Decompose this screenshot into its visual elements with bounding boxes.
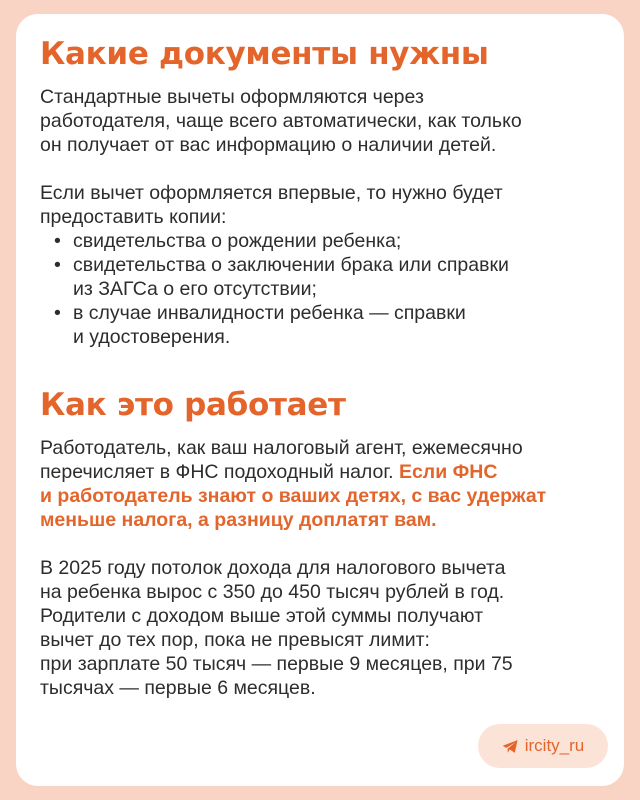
income-limit-paragraph: В 2025 году потолок дохода для налогового вычета на ребенка вырос с 350 до 450 тысяч рублей в год. Родители с доходом выше этой суммы получают вычет до тех пор, пока не превысят лимит: при зарплате 50 тысяч — первые 9 месяцев, при 75 тысячах — первые 6 месяцев.	[40, 557, 513, 699]
channel-badge[interactable]	[478, 724, 608, 768]
documents-first-time-paragraph: Если вычет оформляется впервые, то нужно будет предоставить копии:	[40, 182, 503, 228]
article-content	[40, 32, 610, 700]
section-title-documents: Какие документы нужны	[40, 36, 489, 72]
documents-list	[40, 229, 610, 349]
list-item: • свидетельства о заключении брака или справки из ЗАГСа о его отсутствии;	[40, 253, 610, 301]
list-item: • в случае инвалидности ребенка — справки и удостоверения.	[40, 301, 610, 349]
highlighted-text: и работодатель знают о ваших детях, с вас удержат	[40, 485, 547, 507]
list-item: • свидетельства о рождении ребенка;	[40, 229, 610, 253]
telegram-icon	[502, 739, 519, 754]
highlighted-text: меньше налога, а разницу доплатят вам.	[40, 509, 437, 531]
section-title-how-it-works: Как это работает	[40, 387, 346, 423]
documents-intro-paragraph: Стандартные вычеты оформляются через работодателя, чаще всего автоматически, как только он получает от вас информацию о наличии детей.	[40, 86, 522, 156]
content-card	[16, 14, 624, 786]
channel-name: ircity_ru	[524, 736, 585, 755]
highlighted-text: Если ФНС	[398, 461, 498, 483]
how-it-works-paragraph: Работодатель, как ваш налоговый агент, ежемесячно перечисляет в ФНС подоходный налог. Если ФНС и работодатель знают о ваших детях, с вас удержат меньше налога, а разницу доплатят вам.	[40, 437, 547, 531]
